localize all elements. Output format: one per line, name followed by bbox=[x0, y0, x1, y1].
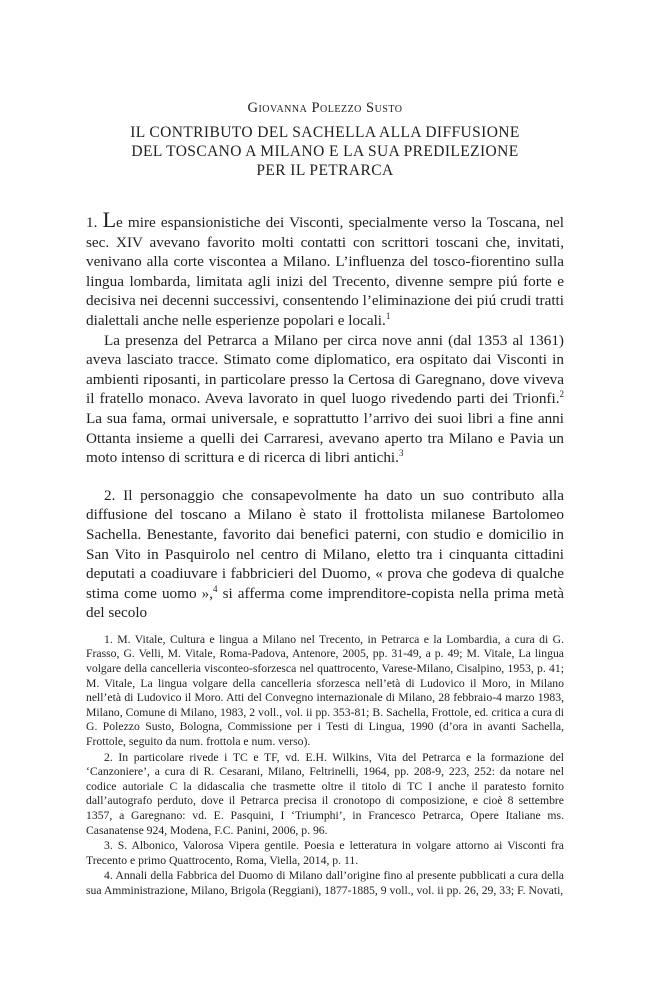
title-line: DEL TOSCANO A MILANO E LA SUA PREDILEZIONE bbox=[131, 143, 519, 160]
footnote: 2. In particolare rivede i TC e TF, vd. E.H. Wilkins, Vita del Petrarca e la formazione del ‘Canzoniere’, a cura di R. Cesarani, Milano, Feltrinelli, 1964, pp. 208-9, 223, 252: da notare nel codice autoriale C la didascalia che trasmette oltre il titolo di TC I anche il paratesto fornito dall’autografo perduto, dove il Petrarca precisa il cronotopo di composizione, e cioè 8 settembre 1357, a Garegnano: vd. E. Pasquini, I ‘Triumphi’, in Francesco Petrarca, Opere Italiane ms. Casanatense 924, Modena, F.C. Panini, 2006, p. 96. bbox=[86, 750, 564, 837]
paragraph-text: 2. Il personaggio che consapevolmente ha dato un suo contributo alla diffusione del toscano a Milano è stato il frottolista milanese Bartolomeo Sachella. Benestante, favorito dai benefici paterni, con studio e domicilio in San Vito in Pasquirolo nel centro di Milano, eletto tra i cinquanta cittadini deputati a coadiuvare i fabbricieri del Duomo, « prova che godeva di qualche stima come uomo », bbox=[86, 486, 564, 602]
paragraph-text: si afferma come imprenditore-copista nella prima metà del secolo bbox=[86, 584, 564, 622]
footnote: 4. Annali della Fabbrica del Duomo di Milano dall’origine fino al presente pubblicati a cura della sua Amministrazione, Milano, Brigola (Reggiani), 1877-1885, 9 voll., vol. ii pp. 26, 29, 33; F. Novati, bbox=[86, 869, 564, 897]
paragraph-text: e mire espansionistiche dei Visconti, specialmente verso la Toscana, nel sec. XIV avevano favorito molti contatti con scrittori toscani che, invitati, venivano alla corte viscontea a Milano. L’influenza del tosco-fiorentino sulla lingua lombarda, limitata agli inizi del Trecento, divenne sempre piú forte e decisiva nei decenni successivi, consentendo l’eliminazione dei piú crudi tratti dialettali anche nelle esperienze popolari e locali. bbox=[86, 214, 564, 329]
title-line: IL CONTRIBUTO DEL SACHELLA ALLA DIFFUSIONE bbox=[130, 124, 520, 141]
footnote-ref[interactable]: 2 bbox=[559, 389, 564, 400]
paragraph-text: La presenza del Petrarca a Milano per circa nove anni (dal 1353 al 1361) aveva lasciato tracce. Stimato come diplomatico, era ospitato dai Visconti in ambienti riposanti, in particolare presso la Certosa di Garegnano, dove viveva il fratello monaco. Aveva lavorato in quel luogo rivedendo parti dei Trionfi. bbox=[86, 331, 564, 408]
footnote: 1. M. Vitale, Cultura e lingua a Milano nel Trecento, in Petrarca e la Lombardia, a cura di G. Frasso, G. Velli, M. Vitale, Roma-Padova, Antenore, 2005, pp. 31-49, a p. 49; M. Vitale, La lingua volgare della cancelleria visconteo-sforzesca nel quattrocento, Varese-Milano, Cisalpino, 1953, p. 41; M. Vitale, La lingua volgare della cancelleria sforzesca nell’età di Ludovico il Moro, in Milano nell’età di Ludovico il Moro. Atti del Convegno internazionale di Milano, 28 febbraio-4 marzo 1983, Milano, Comune di Milano, 1983, 2 voll., vol. ii pp. 353-81; B. Sachella, Frottole, ed. critica a cura di G. Polezzo Susto, Bologna, Commissione per i Testi di Lingua, 1990 (d’ora in avanti Sachella, Frottole, seguito da num. frottola e num. verso). bbox=[86, 632, 564, 749]
initial-letter: L bbox=[102, 207, 117, 232]
page bbox=[86, 100, 564, 900]
footnote-ref[interactable]: 1 bbox=[385, 310, 391, 321]
paragraph bbox=[86, 486, 564, 623]
footnote-ref[interactable]: 3 bbox=[398, 448, 404, 459]
footnote: 3. S. Albonico, Valorosa Vipera gentile. Poesia e letteratura in volgare attorno ai Visconti fra Trecento e primo Quattrocento, Roma, Viella, 2014, p. 11. bbox=[86, 839, 564, 867]
author: Giovanna Polezzo Susto bbox=[247, 100, 403, 116]
section-number: 1. bbox=[86, 214, 98, 231]
body-text bbox=[86, 207, 564, 623]
paragraph-text: La sua fama, ormai universale, e soprattutto l’arrivo dei suoi libri a fine anni Ottanta insieme a quelli dei Carraresi, avevano aperto tra Milano e Pavia un moto intenso di scrittura e di ricerca di libri antichi. bbox=[86, 409, 564, 467]
paragraph bbox=[86, 207, 564, 331]
footnotes bbox=[86, 633, 564, 899]
footnote-ref[interactable]: 4 bbox=[213, 583, 218, 594]
article-title bbox=[86, 123, 564, 180]
paragraph bbox=[86, 331, 564, 468]
title-line: PER IL PETRARCA bbox=[256, 162, 394, 179]
